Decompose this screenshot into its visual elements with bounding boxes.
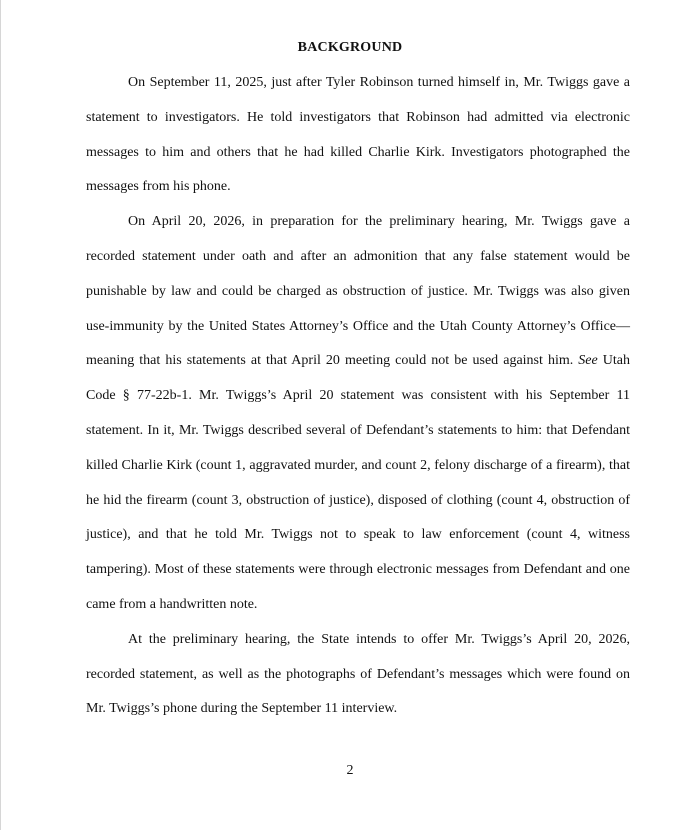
page-edge-divider (0, 0, 1, 830)
paragraph-1: On September 11, 2025, just after Tyler Robinson turned himself in, Mr. Twiggs gave a statement to investigators. He told investigators that Robinson had admitted via electronic messages to him and others that he had killed Charlie Kirk. Investigators photographed the messages from his phone. (86, 75, 630, 195)
section-heading: BACKGROUND (297, 40, 403, 55)
page-number: 2 (346, 763, 354, 778)
paragraph-2-part-2: Utah Code § 77-22b-1. Mr. Twiggs’s April 20 statement was consistent with his September 11 statement. In it, Mr. Twiggs described several of Defendant’s statements to him: that Defendant killed Charlie Kirk (count 1, aggravated murder, and count 2, felony discharge of a firearm), that he hid the firearm (count 3, obstruction of justice), disposed of clothing (count 4, obstruction of justice), and that he told Mr. Twiggs not to speak to law enforcement (count 4, witness tampering). Most of these statements were through electronic messages from Defendant and one came from a handwritten note. (86, 353, 630, 612)
paragraph-2-part-1: On April 20, 2026, in preparation for the preliminary hearing, Mr. Twiggs gave a recorded statement under oath and after an admonition that any false statement would be punishable by law and could be charged as obstruction of justice. Mr. Twiggs was also given use-immunity by the United States Attorney’s Office and the Utah County Attorney’s Office—meaning that his statements at that April 20 meeting could not be used against him. (86, 214, 630, 369)
body-text (86, 66, 630, 727)
paragraph-3: At the preliminary hearing, the State intends to offer Mr. Twiggs’s April 20, 2026, recorded statement, as well as the photographs of Defendant’s messages which were found on Mr. Twiggs’s phone during the September 11 interview. (86, 631, 630, 717)
citation-signal: See (578, 353, 598, 369)
paragraph-2 (86, 205, 630, 623)
